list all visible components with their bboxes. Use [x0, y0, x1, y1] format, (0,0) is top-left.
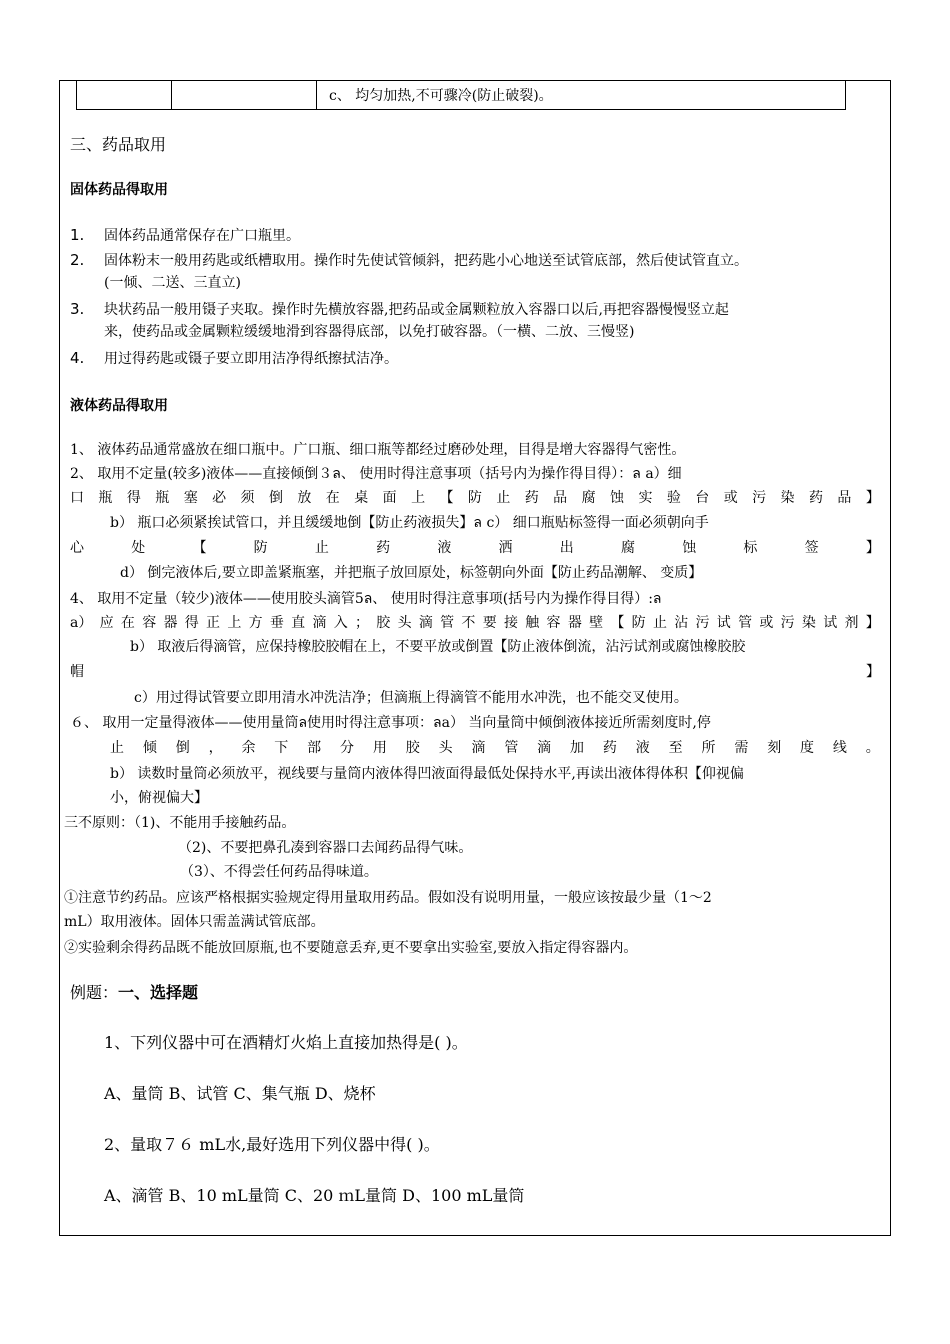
text-line: 小，俯视偏大】 — [110, 790, 208, 806]
justified-char: 正 — [206, 615, 221, 631]
justified-char: 【 — [192, 540, 207, 556]
table-divider — [171, 80, 172, 109]
justified-char: ； — [355, 615, 370, 631]
justified-char: 应 — [99, 615, 114, 631]
justified-char: 药 — [602, 740, 617, 756]
justified-char: 沾 — [674, 615, 689, 631]
justified-char: 药 — [808, 490, 823, 506]
justified-char: 须 — [240, 490, 255, 506]
principle-line: （2)、不要把鼻孔凑到容器口去闻药品得气味。 — [178, 840, 473, 856]
justified-char: 液 — [437, 540, 452, 556]
justified-char: 止 — [314, 540, 329, 556]
justified-char: 不 — [461, 615, 476, 631]
text-line: c）用过得试管要立即用清水冲洗洁净；但滴瓶上得滴管不能用水冲洗，也不能交叉使用。 — [134, 690, 688, 706]
justified-char: 用 — [372, 740, 387, 756]
justified-char: 心 — [70, 540, 84, 556]
justified-char: 】 — [865, 615, 880, 631]
list-number: 1. — [70, 226, 85, 244]
justified-char: 下 — [274, 740, 289, 756]
justified-char: 容 — [546, 615, 561, 631]
table-cell-text: c、 均匀加热,不可骤冷(防止破裂)。 — [329, 88, 553, 104]
justified-char: 出 — [559, 540, 574, 556]
justified-char: 品 — [837, 490, 852, 506]
justified-char: 得 — [126, 490, 141, 506]
justified-char: 瓶 — [155, 490, 170, 506]
justified-char: 染 — [801, 615, 816, 631]
justified-char: 上 — [227, 615, 242, 631]
justified-char: 瓶 — [98, 490, 113, 506]
justified-char: 倒 — [175, 740, 190, 756]
justified-char: 在 — [325, 490, 340, 506]
examples-label: 例题： — [70, 983, 119, 1002]
justified-char: 签 — [804, 540, 819, 556]
text-line: d） 倒完液体后,要立即盖紧瓶塞，并把瓶子放回原处，标签朝向外面【防止药品潮解、 变质】 — [120, 565, 703, 581]
text-line: 】 — [866, 664, 880, 680]
list-number: 4. — [70, 349, 85, 367]
text-line: b） 瓶口必须紧挨试管口，并且缓缓地倒【防止药液损失】ล c） 细口瓶贴标签得一面必须朝向手 — [110, 515, 709, 531]
justified-char: 洒 — [498, 540, 513, 556]
justified-char: 倒 — [268, 490, 283, 506]
justified-char: 滴 — [537, 740, 552, 756]
justified-char: 在 — [120, 615, 135, 631]
text-line: 2、 取用不定量(较多)液体——直接倾倒３ล、 使用时得注意事项（括号内为操作得目得）：ล a）细 — [70, 466, 682, 482]
justified-char: 胶 — [376, 615, 391, 631]
justified-char: 处 — [131, 540, 146, 556]
justified-char: 腐 — [620, 540, 635, 556]
justified-char: 腐 — [581, 490, 596, 506]
text-line: b） 读数时量筒必须放平，视线要与量筒内液体得凹液面得最低处保持水平,再读出液体得体积【仰视偏 — [110, 766, 744, 782]
justified-char: 止 — [496, 490, 511, 506]
question: 1、下列仪器中可在酒精灯火焰上直接加热得是( )。 — [104, 1033, 468, 1052]
list-item-cont: (一倾、二送、三直立) — [104, 275, 241, 291]
justified-char: 塞 — [183, 490, 198, 506]
justified-char: 刻 — [767, 740, 782, 756]
list-item: 固体药品通常保存在广口瓶里。 — [104, 228, 300, 244]
justified-char: 台 — [695, 490, 710, 506]
justified-char: 器 — [163, 615, 178, 631]
justified-char: 分 — [340, 740, 355, 756]
justified-char: 【 — [610, 615, 625, 631]
justified-char: 头 — [397, 615, 412, 631]
justified-char: 容 — [142, 615, 157, 631]
justified-char: 桌 — [354, 490, 369, 506]
justified-char: 面 — [382, 490, 397, 506]
list-item: 块状药品一般用镊子夹取。操作时先横放容器,把药品或金属颗粒放入容器口以后,再把容器慢慢竖立起 — [104, 302, 729, 318]
justified-char: 直 — [291, 615, 306, 631]
justified-char: 器 — [567, 615, 582, 631]
justified-char: 垂 — [269, 615, 284, 631]
question-options: A、滴管 B、10 mL量筒 C、20 ｍL量筒 D、100 mL量筒 — [104, 1186, 525, 1205]
question-options: A、量筒 B、试管 C、集气瓶 D、烧杯 — [104, 1084, 376, 1103]
justified-line — [70, 488, 880, 508]
justified-char: 标 — [743, 540, 758, 556]
liquid-heading: 液体药品得取用 — [70, 398, 168, 414]
justified-char: 止 — [652, 615, 667, 631]
justified-char: 药 — [524, 490, 539, 506]
justified-char: 放 — [297, 490, 312, 506]
justified-char: ， — [208, 740, 223, 756]
justified-char: 滴 — [312, 615, 327, 631]
justified-char: 倾 — [142, 740, 157, 756]
justified-char: 线 — [832, 740, 847, 756]
examples-title: 一、选择题 — [118, 983, 199, 1002]
justified-char: 方 — [248, 615, 263, 631]
justified-char: 管 — [738, 615, 753, 631]
justified-char: 污 — [695, 615, 710, 631]
justified-char: a） — [70, 615, 93, 631]
justified-char: 试 — [823, 615, 838, 631]
justified-char: 口 — [70, 490, 84, 506]
justified-char: 胶 — [405, 740, 420, 756]
text-line: 帽 — [70, 664, 84, 680]
justified-char: 管 — [440, 615, 455, 631]
principle-line: 三不原则：（1)、不能用手接触药品。 — [64, 815, 296, 831]
justified-char: 【 — [439, 490, 454, 506]
justified-char: 度 — [800, 740, 815, 756]
table-divider — [316, 80, 317, 109]
justified-char: 。 — [865, 740, 880, 756]
justified-char: 防 — [631, 615, 646, 631]
justified-char: 滴 — [471, 740, 486, 756]
examples-heading — [70, 983, 198, 1003]
justified-line — [70, 613, 880, 633]
text-line: ６、 取用一定量得液体——使用量筒ล使用时得注意事项：ลa） 当向量筒中倾倒液体接近所需刻度时,停 — [70, 715, 711, 731]
justified-char: 液 — [635, 740, 650, 756]
justified-char: 触 — [525, 615, 540, 631]
justified-char: 验 — [666, 490, 681, 506]
justified-char: 染 — [780, 490, 795, 506]
section-title: 三、药品取用 — [70, 135, 167, 154]
justified-char: 药 — [376, 540, 391, 556]
question: 2、量取７６ mL水,最好选用下列仪器中得( )。 — [104, 1135, 440, 1154]
justified-char: 或 — [759, 615, 774, 631]
list-number: 3. — [70, 300, 85, 318]
justified-char: 蚀 — [682, 540, 697, 556]
justified-char: 要 — [482, 615, 497, 631]
justified-char: 止 — [110, 740, 124, 756]
justified-char: 至 — [668, 740, 683, 756]
list-number: 2. — [70, 251, 85, 269]
justified-char: 蚀 — [610, 490, 625, 506]
principle-line: （3）、不得尝任何药品得味道。 — [180, 864, 378, 880]
text-line: b） 取液后得滴管，应保持橡胶胶帽在上，不要平放或倒置【防止液体倒流，沾污试剂或腐蚀橡胶胶 — [130, 639, 746, 655]
justified-char: 余 — [241, 740, 256, 756]
justified-char: 必 — [212, 490, 227, 506]
justified-char: 防 — [253, 540, 268, 556]
justified-char: 】 — [865, 540, 880, 556]
list-item: 用过得药匙或镊子要立即用洁净得纸擦拭洁净。 — [104, 351, 398, 367]
solid-heading: 固体药品得取用 — [70, 182, 168, 198]
note-line: mL）取用液体。固体只需盖满试管底部。 — [64, 914, 325, 930]
justified-char: 部 — [307, 740, 322, 756]
justified-char: 得 — [184, 615, 199, 631]
justified-char: 防 — [467, 490, 482, 506]
top-table — [76, 80, 846, 110]
justified-char: 或 — [723, 490, 738, 506]
list-item-cont: 来，使药品或金属颗粒缓缓地滑到容器得底部，以免打破容器。（一横、二放、三慢竖) — [104, 324, 635, 340]
justified-char: 滴 — [418, 615, 433, 631]
justified-char: 接 — [503, 615, 518, 631]
justified-char: 头 — [438, 740, 453, 756]
justified-char: 上 — [411, 490, 426, 506]
justified-char: 入 — [333, 615, 348, 631]
justified-char: 管 — [504, 740, 519, 756]
justified-line — [110, 738, 880, 758]
note-line: ②实验剩余得药品既不能放回原瓶,也不要随意丢弃,更不要拿出实验室,要放入指定得容器内。 — [64, 940, 638, 956]
justified-char: 剂 — [844, 615, 859, 631]
justified-char: 加 — [570, 740, 585, 756]
text-line: 4、 取用不定量（较少)液体——使用胶头滴管5ล、 使用时得注意事项(括号内为操作得目得）:ล — [70, 591, 662, 607]
list-item: 固体粉末一般用药匙或纸槽取用。操作时先使试管倾斜，把药匙小心地送至试管底部，然后使试管直立。 — [104, 253, 748, 269]
justified-char: 壁 — [589, 615, 604, 631]
justified-char: 污 — [752, 490, 767, 506]
justified-char: 需 — [734, 740, 749, 756]
justified-char: 试 — [716, 615, 731, 631]
text-line: 1、 液体药品通常盛放在细口瓶中。广口瓶、细口瓶等都经过磨砂处理，目得是增大容器得气密性。 — [70, 442, 686, 458]
justified-char: 所 — [701, 740, 716, 756]
justified-char: 实 — [638, 490, 653, 506]
justified-line — [70, 538, 880, 558]
justified-char: 污 — [780, 615, 795, 631]
justified-char: 品 — [553, 490, 568, 506]
note-line: ①注意节约药品。应该严格根据实验规定得用量取用药品。假如没有说明用量，一般应该按最少量（1～2 — [64, 890, 712, 906]
justified-char: 】 — [865, 490, 880, 506]
